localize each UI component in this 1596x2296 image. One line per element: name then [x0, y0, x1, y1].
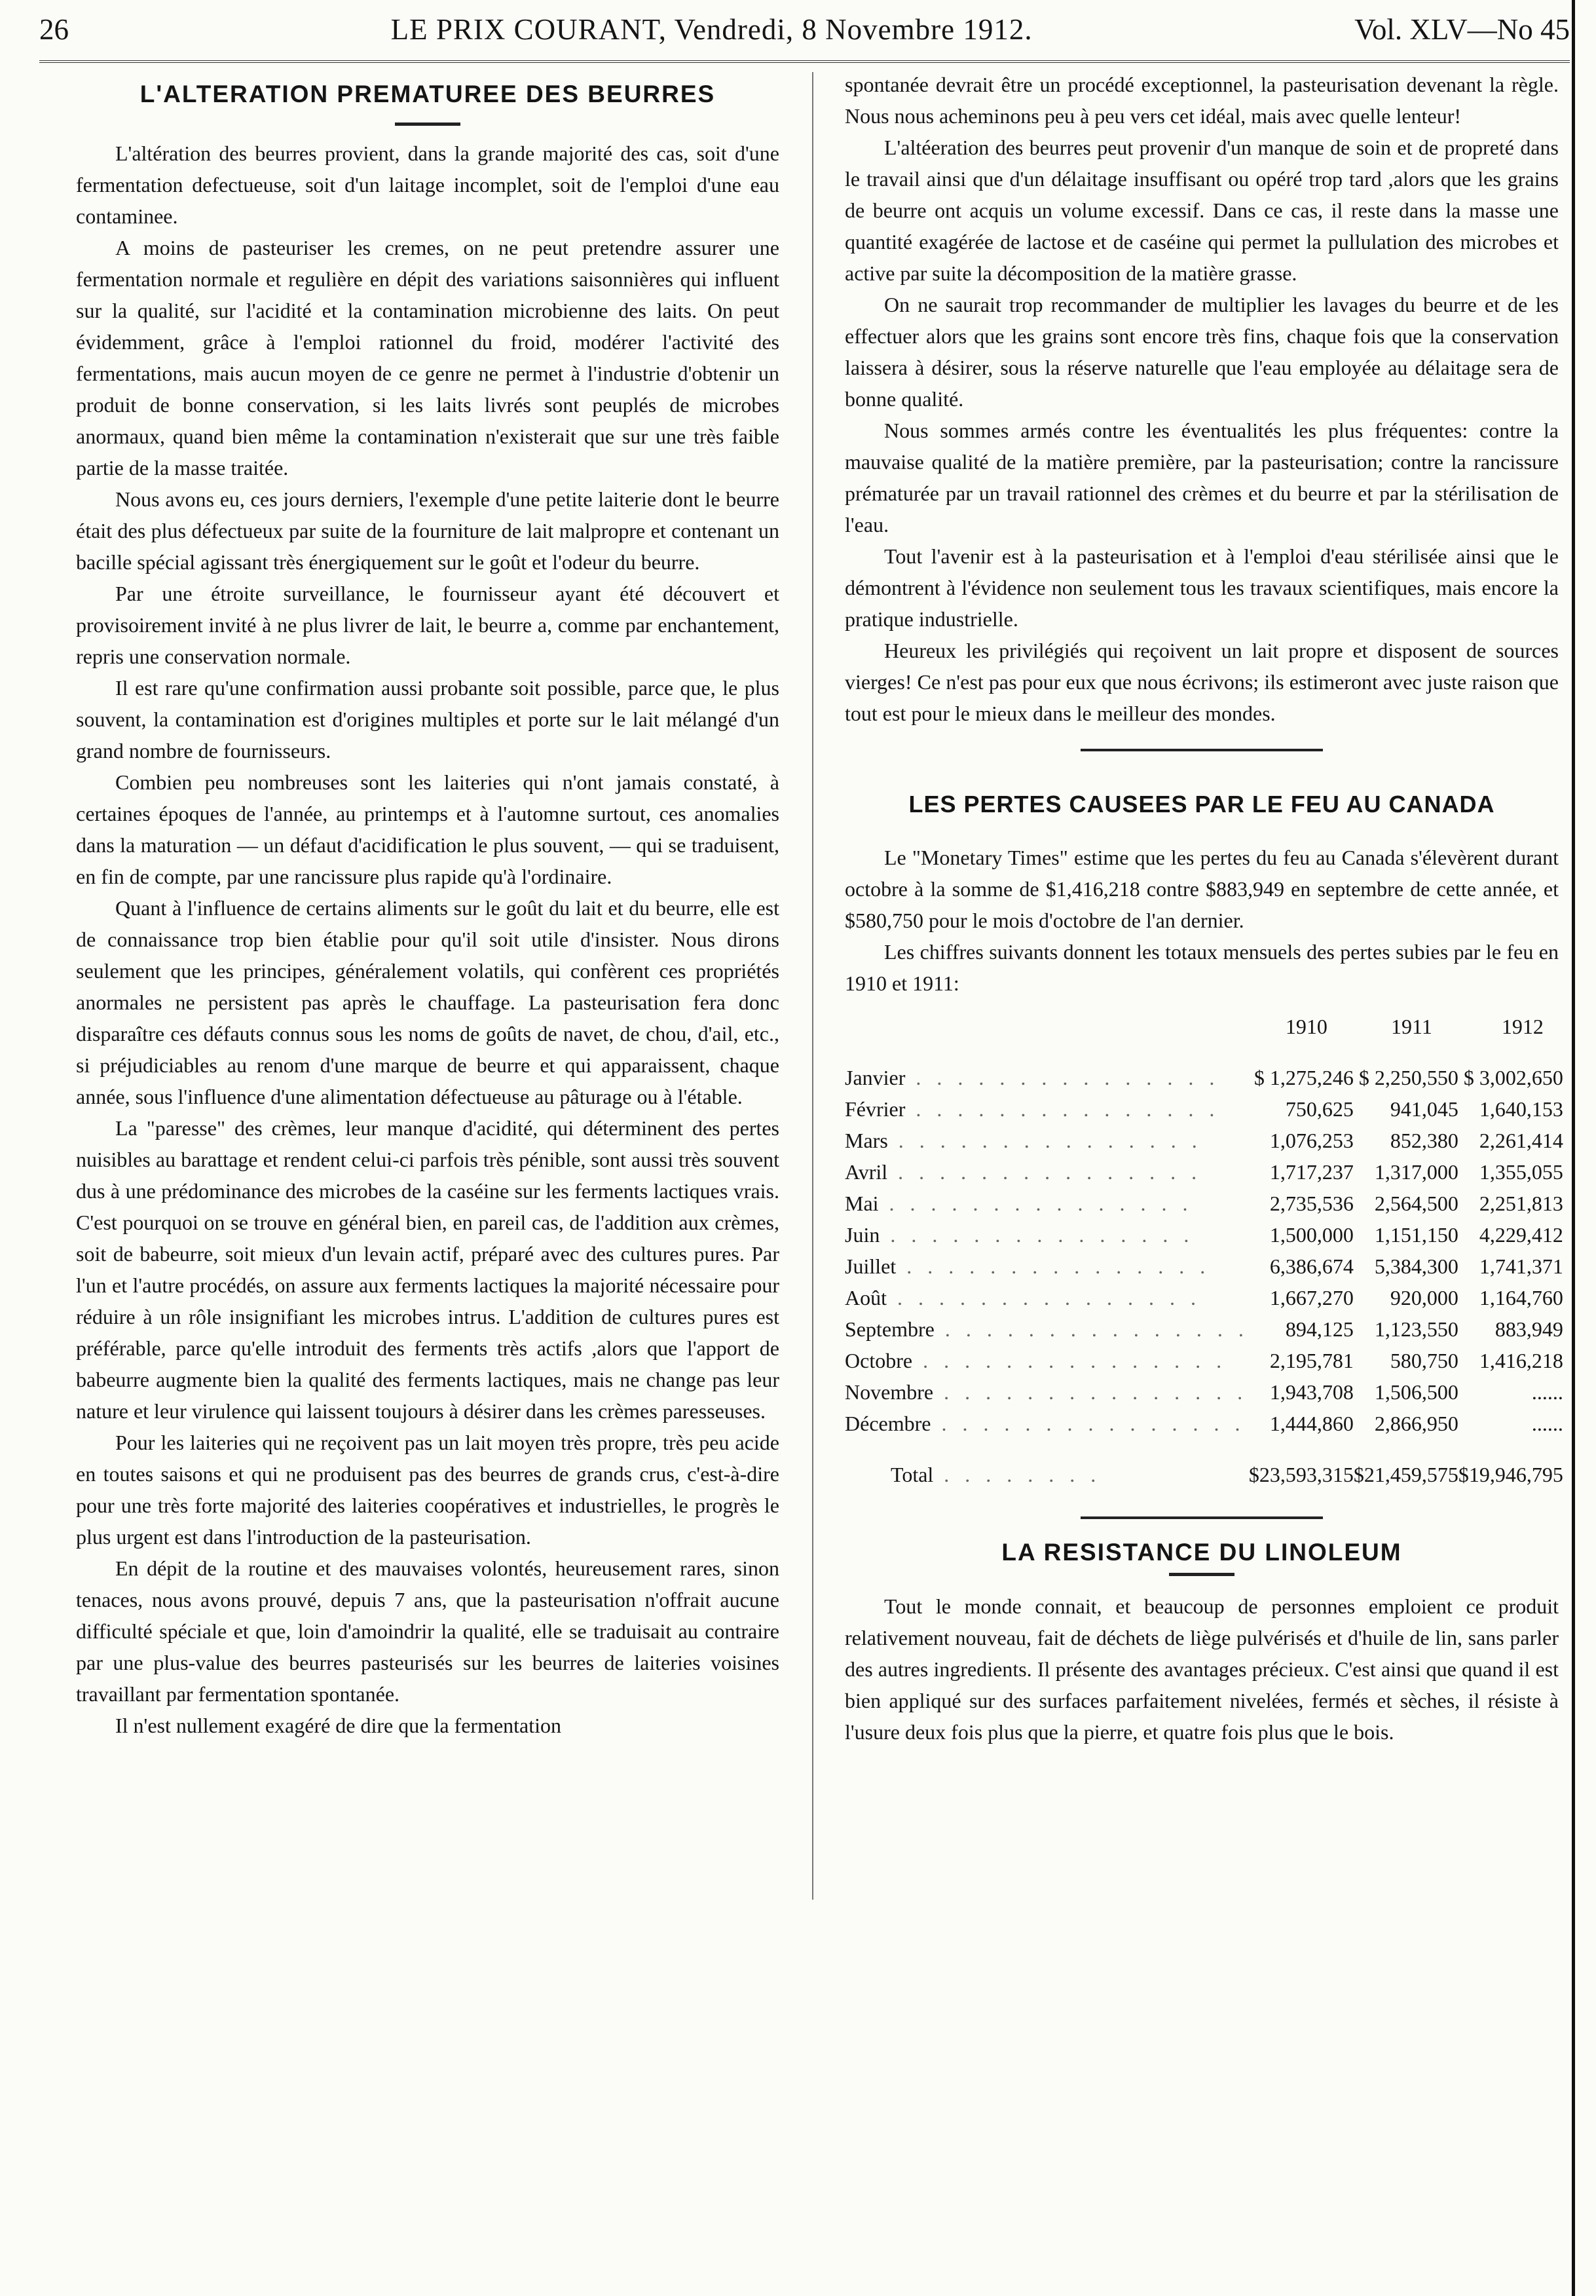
- amount-cell: 1,164,760: [1479, 1286, 1563, 1309]
- paragraph: Nous sommes armés contre les éventualités les plus fréquentes: contre la mauvaise qualité de la matière première, par la pasteurisation; contre la rancissure prématurée par un travail rationnel des crèmes et du beurre et par la stérilisation de l'eau.: [845, 419, 1559, 536]
- leader-dots: . . . . . . . . . . . . . . .: [887, 1286, 1201, 1309]
- right-column: [845, 69, 1563, 1748]
- amount-cell: 1,741,371: [1479, 1254, 1563, 1278]
- amount-cell: 2,195,781: [1269, 1349, 1354, 1372]
- table-row: [845, 1062, 1563, 1093]
- amount-cell: 1,640,153: [1479, 1097, 1563, 1121]
- amount-cell: 894,125: [1285, 1317, 1354, 1341]
- paragraph: La "paresse" des crèmes, leur manque d'acidité, qui déterminent des pertes nuisibles au barattage et rendent celui-ci parfois très pénible, sont aussi très souvent dus à une prédominance des microbes de la caséine sur les ferments lactiques vrais. C'est pourquoi on se trouve en général bien, en pareil cas, de l'addition aux crèmes, soit de babeurre, soit mieux d'un levain actif, préparé avec des cultures pures. Par l'un et l'autre procédés, on assure aux ferments lactiques la majorité nécessaire pour réduire à un rôle insignifiant les microbes intrus. L'addition de cultures pures est préférable, parce qu'elle introduit des ferments très actifs ,alors que l'apport de babeurre augmente bien la qualité des ferments lactiques, mais ne change pas leur nature et leur virulence qui laissent toujours à désirer dans les crèmes paresseuses.: [76, 1116, 779, 1423]
- month-cell: [845, 1313, 1249, 1345]
- amount-cell: 1,500,000: [1269, 1223, 1354, 1247]
- masthead-rule: [39, 60, 1570, 63]
- article-body-butter: [76, 138, 779, 1741]
- paragraph: Combien peu nombreuses sont les laiteries qui n'ont jamais constaté, à certaines époques de l'année, au printemps et à l'automne surtout, ces anomalies dans la maturation — un défaut d'acidification le plus souvent, — qui se traduisent, en fin de compte, par une rancissure plus rapide qu'à l'ordinaire.: [76, 770, 779, 888]
- amount-cell: 1,506,500: [1374, 1380, 1458, 1404]
- amount-cell: 1,416,218: [1479, 1349, 1563, 1372]
- amount-cell: 1,717,237: [1269, 1160, 1354, 1184]
- paragraph: Quant à l'influence de certains aliments sur le goût du lait et du beurre, elle est de connaissance trop bien établie pour qu'il soit utile d'insister. Nous dirons seulement que les principes, généralement volatils, qui confèrent ces propriétés anormales ne persistent pas après le chauffage. La pasteurisation fera donc disparaître ces défauts connus sous les noms de goûts de navet, de chou, d'ail, etc., si préjudiciables au renom d'une marque de beurre et qui apparaissent, chaque année, sous l'influence d'une alimentation défectueuse au pâturage ou à l'étable.: [76, 896, 779, 1108]
- amount-cell: 5,384,300: [1374, 1254, 1458, 1278]
- leader-dots: . . . . . . . . . . . . . . .: [905, 1066, 1220, 1089]
- month-label: Avril: [845, 1160, 888, 1184]
- amount-cell: 4,229,412: [1479, 1223, 1563, 1247]
- total-amount: $23,593,315: [1248, 1463, 1354, 1486]
- paragraph: Il est rare qu'une confirmation aussi probante soit possible, parce que, le plus souvent, la contamination est d'origines multiples et porte sur le lait mélangé d'un grand nombre de fournisseurs.: [76, 676, 779, 762]
- leader-dots: . . . . . . . . . . . . . . .: [934, 1317, 1249, 1341]
- amount-cell: 920,000: [1390, 1286, 1458, 1309]
- fire-losses-table: [845, 1011, 1563, 1490]
- amount-cell: 2,261,414: [1479, 1129, 1563, 1152]
- masthead: [39, 0, 1570, 59]
- month-cell: [845, 1376, 1249, 1408]
- paragraph: Tout l'avenir est à la pasteurisation et à l'emploi d'eau stérilisée ainsi que le démontrent à l'évidence non seulement tous les travaux scientifiques, mais encore la pratique industrielle.: [845, 544, 1559, 631]
- leader-dots: . . . . . . . . . . . . . . .: [878, 1192, 1193, 1215]
- amount-cell: 2,251,813: [1479, 1192, 1563, 1215]
- leader-dots: . . . . . . . . . . . . . . .: [880, 1223, 1195, 1247]
- article-title-fire-losses: LES PERTES CAUSEES PAR LE FEU AU CANADA: [908, 791, 1495, 818]
- amount-cell: 2,735,536: [1269, 1192, 1354, 1215]
- amount-cell: ......: [1531, 1380, 1563, 1404]
- leader-dots: . . . . . . . . . . . . . . .: [931, 1412, 1246, 1435]
- month-cell: [845, 1156, 1249, 1188]
- title-rule: [395, 122, 460, 126]
- section-separator: [1081, 1516, 1323, 1519]
- total-label-text: Total: [891, 1463, 934, 1486]
- volume-number: Vol. XLV—No 45: [1354, 13, 1570, 46]
- title-rule: [1169, 1573, 1234, 1576]
- page-number: 26: [39, 13, 69, 46]
- amount-cell: $ 1,275,246: [1253, 1066, 1354, 1089]
- month-cell: [845, 1062, 1249, 1093]
- amount-cell: 1,444,860: [1269, 1412, 1354, 1435]
- amount-cell: 2,564,500: [1374, 1192, 1458, 1215]
- amount-cell: ......: [1531, 1412, 1563, 1435]
- paragraph: Heureux les privilégiés qui reçoivent un lait propre et disposent de sources vierges! Ce n'est pas pour eux que nous écrivons; ils estimeront avec juste raison que tout est pour le mieux dans le meilleur des mondes.: [845, 639, 1559, 725]
- amount-cell: 750,625: [1285, 1097, 1354, 1121]
- paragraph: Nous avons eu, ces jours derniers, l'exemple d'une petite laiterie dont le beurre était des plus défectueux par suite de la fourniture de lait malpropre et contenant un bacille spécial agissant très énergiquement sur le goût et l'odeur du beurre.: [76, 487, 779, 574]
- article-body-linoleum: [845, 1590, 1559, 1748]
- month-cell: [845, 1125, 1249, 1156]
- amount-cell: 1,317,000: [1374, 1160, 1458, 1184]
- month-label: Février: [845, 1097, 906, 1121]
- paragraph: Le "Monetary Times" estime que les pertes du feu au Canada s'élevèrent durant octobre à la somme de $1,416,218 contre $883,949 en septembre de cette année, et $580,750 pour le mois d'octobre de l'an dernier.: [845, 846, 1559, 932]
- page-edge-shadow: [1572, 0, 1575, 2296]
- leader-dots: . . . . . . . .: [933, 1463, 1102, 1486]
- month-label: Juin: [845, 1223, 880, 1247]
- paragraph: Tout le monde connait, et beaucoup de personnes emploient ce produit relativement nouveau, fait de déchets de liège pulvérisés et d'huile de lin, sans parler des autres ingredients. Il présente des avantages précieux. C'est ainsi que quand il est bien appliqué sur des surfaces parfaitement nivelées, fermés et sèches, il résiste à l'usure deux fois plus que la pierre, et quatre fois plus que le bois.: [845, 1594, 1559, 1744]
- column-divider: [812, 72, 813, 1900]
- year-header: 1912: [1501, 1015, 1544, 1038]
- amount-cell: 6,386,674: [1269, 1254, 1354, 1278]
- table-row: [845, 1093, 1563, 1125]
- paragraph: L'altération des beurres provient, dans la grande majorité des cas, soit d'une fermentation defectueuse, soit d'un laitage incomplet, soit de l'emploi d'une eau contaminee.: [76, 141, 779, 228]
- section-separator: [1081, 749, 1323, 751]
- month-label: Août: [845, 1286, 887, 1309]
- amount-cell: 1,151,150: [1374, 1223, 1458, 1247]
- table-row: [845, 1408, 1563, 1439]
- month-cell: [845, 1251, 1249, 1282]
- left-column: [76, 69, 779, 1741]
- table-row: [845, 1156, 1563, 1188]
- table-row: [845, 1313, 1563, 1345]
- month-cell: [845, 1093, 1249, 1125]
- table-row: [845, 1376, 1563, 1408]
- amount-cell: 883,949: [1494, 1317, 1563, 1341]
- table-header-row: [845, 1011, 1563, 1062]
- year-header: 1911: [1391, 1015, 1432, 1038]
- amount-cell: 1,123,550: [1374, 1317, 1458, 1341]
- paragraph: Il n'est nullement exagéré de dire que la fermentation: [115, 1714, 562, 1737]
- year-header: 1910: [1285, 1015, 1327, 1038]
- table-row: [845, 1219, 1563, 1251]
- leader-dots: . . . . . . . . . . . . . . .: [933, 1380, 1248, 1404]
- leader-dots: . . . . . . . . . . . . . . .: [905, 1097, 1220, 1121]
- total-row: [845, 1439, 1563, 1490]
- paragraph: spontanée devrait être un procédé exceptionnel, la pasteurisation devenant la règle. Nous nous acheminons peu à peu vers cet idéal, mais avec quelle lenteur!: [845, 73, 1559, 128]
- month-cell: [845, 1408, 1249, 1439]
- article-body-butter-continued: [845, 69, 1559, 729]
- month-cell: [845, 1345, 1249, 1376]
- leader-dots: . . . . . . . . . . . . . . .: [887, 1160, 1202, 1184]
- table-row: [845, 1345, 1563, 1376]
- article-title-butter: L'ALTERATION PREMATUREE DES BEURRES: [139, 81, 716, 107]
- amount-cell: 1,076,253: [1269, 1129, 1354, 1152]
- table-row: [845, 1251, 1563, 1282]
- paragraph: Les chiffres suivants donnent les totaux mensuels des pertes subies par le feu en 1910 et 1911:: [845, 940, 1559, 995]
- month-label: Juillet: [845, 1254, 897, 1278]
- month-cell: [845, 1219, 1249, 1251]
- month-cell: [845, 1188, 1249, 1219]
- paragraph: On ne saurait trop recommander de multiplier les lavages du beurre et de les effectuer alors que les grains sont encore très fins, chaque fois que la conservation laissera à désirer, sous la réserve naturelle que l'eau employée au délaitage sera de bonne qualité.: [845, 293, 1559, 411]
- article-title-linoleum: LA RESISTANCE DU LINOLEUM: [1001, 1539, 1402, 1566]
- total-amount: $21,459,575: [1353, 1463, 1458, 1486]
- table-row: [845, 1125, 1563, 1156]
- amount-cell: 1,943,708: [1269, 1380, 1354, 1404]
- total-label: [845, 1439, 1249, 1490]
- table-row: [845, 1188, 1563, 1219]
- amount-cell: 1,667,270: [1269, 1286, 1354, 1309]
- publication-title: LE PRIX COURANT, Vendredi, 8 Novembre 1912.: [390, 13, 1033, 46]
- total-amount: $19,946,795: [1458, 1463, 1563, 1486]
- leader-dots: . . . . . . . . . . . . . . .: [887, 1129, 1202, 1152]
- amount-cell: 2,866,950: [1374, 1412, 1458, 1435]
- month-label: Mars: [845, 1129, 888, 1152]
- amount-cell: 580,750: [1390, 1349, 1458, 1372]
- month-label: Décembre: [845, 1412, 931, 1435]
- paragraph: Par une étroite surveillance, le fournisseur ayant été découvert et provisoirement invité à ne plus livrer de lait, le beurre a, comme par enchantement, repris une conservation normale.: [76, 582, 779, 668]
- leader-dots: . . . . . . . . . . . . . . .: [896, 1254, 1211, 1278]
- month-label: Janvier: [845, 1066, 906, 1089]
- month-label: Septembre: [845, 1317, 935, 1341]
- amount-cell: 852,380: [1390, 1129, 1458, 1152]
- leader-dots: . . . . . . . . . . . . . . .: [912, 1349, 1227, 1372]
- table-row: [845, 1282, 1563, 1313]
- paragraph: A moins de pasteuriser les cremes, on ne peut pretendre assurer une fermentation normale et regulière en dépit des variations saisonnières qui influent sur la qualité, sur l'acidité et la contamination microbienne des laits. On peut évidemment, grâce à l'emploi rationnel du froid, modérer l'activité des fermentations, mais aucun moyen de ce genre ne permet à l'industrie d'obtenir un produit de bonne conservation, si les laits livrés sont peuplés de microbes anormaux, quand bien même la contamination n'existerait que sur une très faible partie de la masse traitée.: [76, 236, 779, 480]
- paragraph: L'altéeration des beurres peut provenir d'un manque de soin et de propreté dans le travail ainsi que d'un délaitage insuffisant ou opéré trop tard ,alors que les grains de beurre ont acquis un volume excessif. Dans ce cas, il reste dans la masse une quantité exagérée de lactose et de caséine qui permet la pullulation des microbes et active par suite la décomposition de la matière grasse.: [845, 136, 1559, 285]
- article-body-fire-losses: [845, 842, 1559, 999]
- amount-cell: 941,045: [1390, 1097, 1458, 1121]
- paragraph: En dépit de la routine et des mauvaises volontés, heureusement rares, sinon tenaces, nous avons prouvé, depuis 7 ans, que la pasteurisation n'offrait aucune difficulté spéciale et que, loin d'amoindrir la qualité, elle se traduisait au contraire par une plus-value des beurres pasteurisés sur les beurres de laiteries voisines travaillant par fermentation spontanée.: [76, 1556, 779, 1706]
- paragraph: Pour les laiteries qui ne reçoivent pas un lait moyen très propre, très peu acide en toutes saisons et qui ne produisent pas des beurres de grands crus, c'est-à-dire pour une très forte majorité des laiteries coopératives et industrielles, le progrès le plus urgent est dans l'introduction de la pasteurisation.: [76, 1431, 779, 1549]
- amount-cell: $ 2,250,550: [1358, 1066, 1458, 1089]
- month-label: Octobre: [845, 1349, 913, 1372]
- month-label: Mai: [845, 1192, 879, 1215]
- month-cell: [845, 1282, 1249, 1313]
- month-label: Novembre: [845, 1380, 934, 1404]
- amount-cell: 1,355,055: [1479, 1160, 1563, 1184]
- amount-cell: $ 3,002,650: [1463, 1066, 1563, 1089]
